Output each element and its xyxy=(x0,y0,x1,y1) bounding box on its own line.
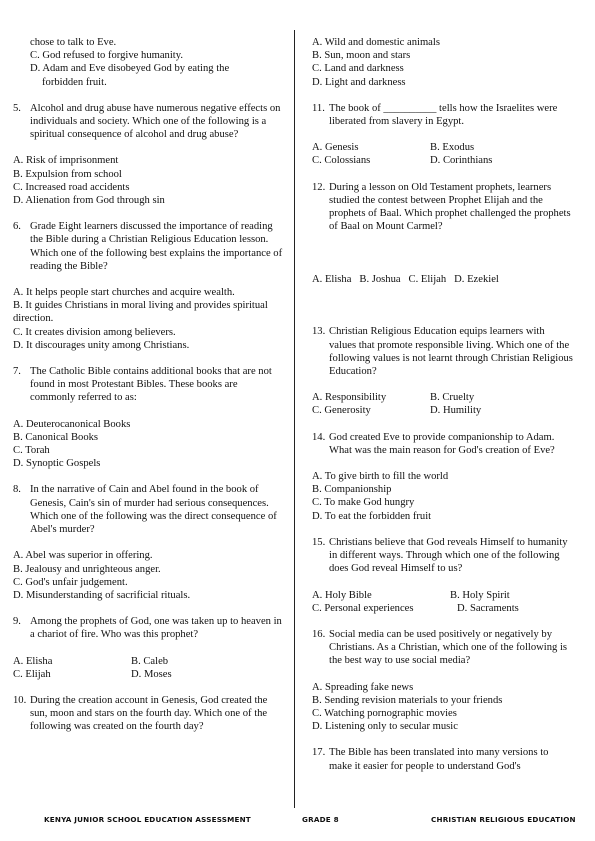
option: A. Wild and domestic animals xyxy=(312,37,440,48)
option: D. Humility xyxy=(430,405,482,417)
question-15 xyxy=(312,536,574,576)
option: C. Elijah xyxy=(13,668,51,680)
option: D. Listening only to secular music xyxy=(312,721,458,733)
option: A. Genesis xyxy=(312,142,359,154)
option: D. Corinthians xyxy=(430,155,493,167)
question-number: 8. xyxy=(13,484,21,496)
q15-options xyxy=(312,589,574,615)
option-line: A. Elisha B. Joshua C. Elijah D. Ezekiel xyxy=(312,273,499,285)
option: B. Exodus xyxy=(430,142,475,154)
q4-text-tail: chose to talk to Eve. xyxy=(30,37,117,48)
question-text: During the creation account in Genesis, God created the sun, moon and stars on the fourth day. Which one of the following was created on the fourth day? xyxy=(30,694,268,733)
option: B. Expulsion from school xyxy=(13,168,122,180)
option: B. Cruelty xyxy=(430,392,475,404)
question-number: 14. xyxy=(312,431,326,443)
question-number: 16. xyxy=(312,628,326,640)
option: A. Elisha xyxy=(13,655,53,667)
question-6 xyxy=(13,220,283,273)
option: A. Holy Bible xyxy=(312,589,372,601)
option: B. Canonical Books xyxy=(13,431,99,443)
q6-options xyxy=(13,286,283,352)
question-10 xyxy=(13,694,283,734)
option: A. Abel was superior in offering. xyxy=(13,550,153,562)
option: C. Land and darkness xyxy=(312,63,404,75)
q4-option-c: C. God refused to forgive humanity. xyxy=(30,50,183,62)
question-16 xyxy=(312,628,574,668)
q7-options xyxy=(13,418,283,471)
q13-options xyxy=(312,391,574,417)
option: B. Holy Spirit xyxy=(450,589,510,601)
option: A. It helps people start churches and acquire wealth. xyxy=(13,287,235,299)
q11-options xyxy=(312,141,574,167)
question-text: Grade Eight learners discussed the importance of reading the Bible during a Christian Religious Education lesson. Which one of the following best explains the importance of reading the Bible? xyxy=(30,221,283,272)
q5-options xyxy=(13,154,283,207)
option: B. It guides Christians in moral living and provides spiritual direction. xyxy=(13,300,268,325)
question-text: Alcohol and drug abuse have numerous negative effects on individuals and society. Which one of the following is a spiritual consequence of alcohol and drug abuse? xyxy=(30,102,281,141)
question-11 xyxy=(312,102,574,128)
option: C. Colossians xyxy=(312,155,371,167)
question-text: The Catholic Bible contains additional books that are not found in most Protestant Bibles. These books are commonly referred to as: xyxy=(30,366,272,404)
option: A. Responsibility xyxy=(312,392,387,404)
option: D. Light and darkness xyxy=(312,76,406,88)
column-divider xyxy=(294,30,295,808)
question-number: 7. xyxy=(13,366,21,378)
footer-grade: GRADE 8 xyxy=(302,815,339,824)
question-number: 6. xyxy=(13,221,21,233)
question-text: Christians believe that God reveals Himself to humanity in different ways. Through which one of the following does God reveal Himself to us? xyxy=(329,536,568,575)
left-column xyxy=(13,36,283,734)
q8-options xyxy=(13,549,283,602)
option: C. It creates division among believers. xyxy=(13,326,176,338)
option: C. God's unfair judgement. xyxy=(13,576,128,588)
question-17 xyxy=(312,746,574,772)
footer-subject: CHRISTIAN RELIGIOUS EDUCATION xyxy=(431,815,576,824)
q4-option-d-cont: forbidden fruit. xyxy=(42,76,107,88)
option: A. Spreading fake news xyxy=(312,681,414,693)
question-9 xyxy=(13,615,283,641)
question-8 xyxy=(13,483,283,536)
question-12 xyxy=(312,181,574,234)
option: D. Alienation from God through sin xyxy=(13,195,165,207)
q10-options xyxy=(312,36,574,89)
option: D. To eat the forbidden fruit xyxy=(312,510,432,522)
option: B. Companionship xyxy=(312,484,392,496)
option: A. To give birth to fill the world xyxy=(312,471,449,483)
option: B. Sun, moon and stars xyxy=(312,50,411,62)
question-text: The Bible has been translated into many versions to make it easier for people to understand God's xyxy=(329,747,549,772)
question-number: 17. xyxy=(312,747,326,759)
option: C. To make God hungry xyxy=(312,497,415,509)
q4-option-d: D. Adam and Eve disobeyed God by eating the xyxy=(30,63,230,75)
question-text: During a lesson on Old Testament prophets, learners studied the contest between Prophet Elijah and the prophets of Baal. Which prophet challenged the prophets of Baal on Mount Carmel? xyxy=(329,181,571,233)
question-number: 13. xyxy=(312,326,326,338)
q4-continuation xyxy=(13,36,283,89)
option: C. Increased road accidents xyxy=(13,181,130,193)
question-number: 5. xyxy=(13,102,21,114)
option: D. It discourages unity among Christians. xyxy=(13,339,190,351)
option: C. Personal experiences xyxy=(312,602,414,614)
question-number: 9. xyxy=(13,616,21,628)
option: D. Misunderstanding of sacrificial rituals. xyxy=(13,589,191,601)
question-5 xyxy=(13,102,283,142)
q12-options xyxy=(312,246,574,312)
question-text: The book of __________ tells how the Israelites were liberated from slavery in Egypt. xyxy=(329,102,558,128)
question-14 xyxy=(312,431,574,457)
option: C. Generosity xyxy=(312,405,371,417)
option: B. Sending revision materials to your friends xyxy=(312,694,503,706)
question-text: God created Eve to provide companionship to Adam. What was the main reason for God's creation of Eve? xyxy=(329,431,555,456)
option: B. Caleb xyxy=(131,655,169,667)
option: D. Moses xyxy=(131,668,172,680)
q16-options xyxy=(312,681,574,734)
question-number: 11. xyxy=(312,102,325,114)
page-footer xyxy=(0,813,595,827)
option: A. Deuterocanonical Books xyxy=(13,418,131,430)
question-13 xyxy=(312,325,574,378)
question-number: 15. xyxy=(312,536,326,548)
question-text: In the narrative of Cain and Abel found in the book of Genesis, Cain's sin of murder had serious consequences. Which one of the following was the direct consequence of Abel's murder? xyxy=(30,484,277,536)
footer-exam-title: KENYA JUNIOR SCHOOL EDUCATION ASSESSMENT xyxy=(44,815,251,824)
option: C. Torah xyxy=(13,445,50,457)
option: D. Sacraments xyxy=(457,602,519,614)
question-text: Social media can be used positively or negatively by Christians. As a Christian, which one of the following is the best way to use social media? xyxy=(329,628,568,667)
question-7 xyxy=(13,365,283,405)
question-number: 12. xyxy=(312,181,326,193)
option: D. Synoptic Gospels xyxy=(13,458,101,470)
option: B. Jealousy and unrighteous anger. xyxy=(13,563,161,575)
question-text: Christian Religious Education equips learners with values that promote responsible living. Which one of the following values is not learnt through Christian Religious Education? xyxy=(329,326,573,378)
q9-options xyxy=(13,655,283,681)
question-text: Among the prophets of God, one was taken up to heaven in a chariot of fire. Who was this prophet? xyxy=(30,616,282,641)
option: C. Watching pornographic movies xyxy=(312,707,457,719)
question-number: 10. xyxy=(13,694,27,706)
right-column xyxy=(312,36,574,773)
option: A. Risk of imprisonment xyxy=(13,155,119,167)
q14-options xyxy=(312,470,574,523)
